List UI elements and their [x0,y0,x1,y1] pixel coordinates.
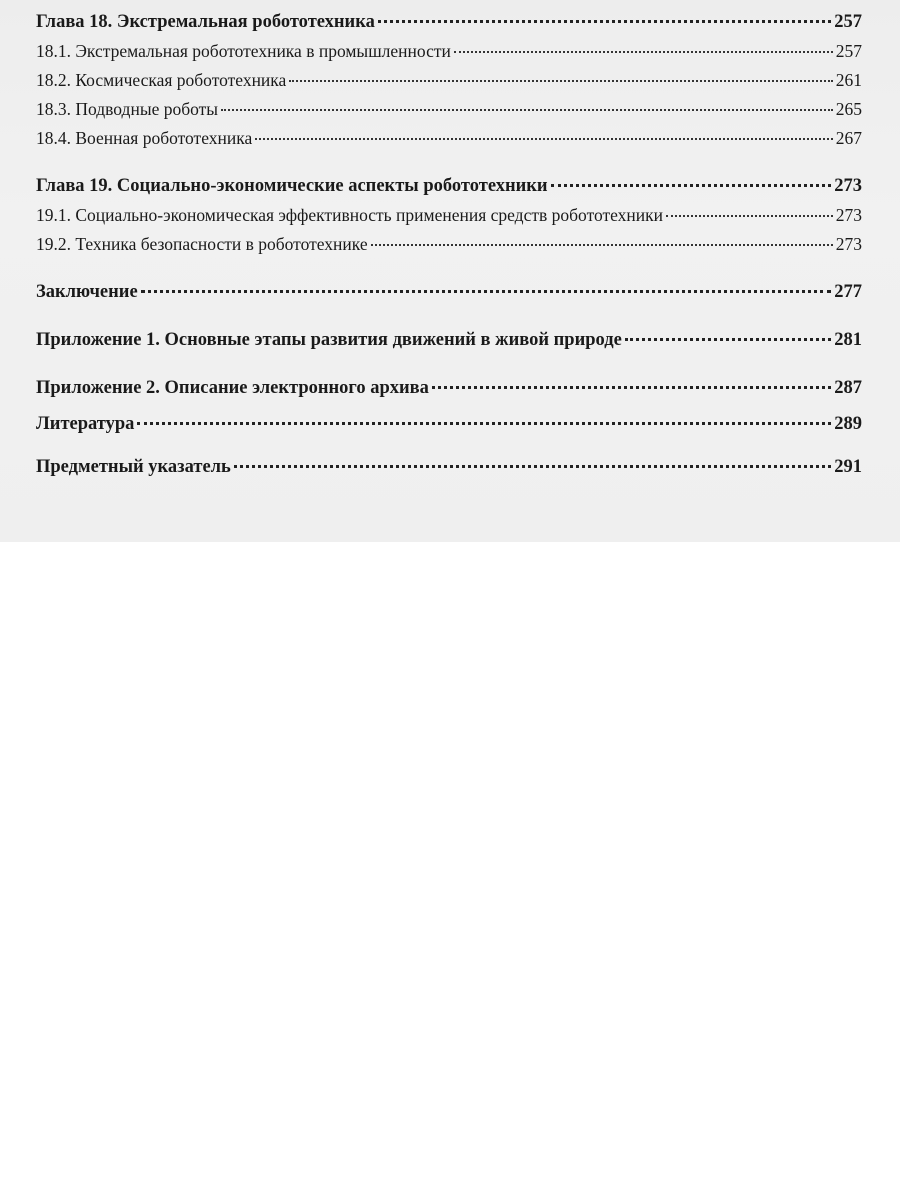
toc-entry-page: 291 [834,457,862,477]
dot-leader [625,338,831,341]
toc-entry-page: 257 [835,41,862,61]
dot-leader [141,290,832,293]
toc-entry-title: Глава 19. Социально-экономические аспекты робототехники [36,176,548,196]
toc-entry-title: Литература [36,414,135,434]
toc-entry-title: 19.1. Социально-экономическая эффективность применения средств робототехники [36,205,664,225]
toc-entry-page: 273 [835,205,862,225]
toc-entry-title: Приложение 2. Описание электронного архива [36,378,429,398]
dot-leader [378,20,831,23]
toc-entry-page: 287 [834,378,862,398]
toc-entry-title: 18.3. Подводные роботы [36,99,219,119]
toc-entry-19-1 [36,205,862,234]
toc-entry-literature [36,414,862,443]
dot-leader [255,138,833,140]
toc-entry-appendix-2 [36,378,862,407]
toc-entry-title: Предметный указатель [36,457,231,477]
dot-leader [221,109,833,111]
toc-entry-appendix-1 [36,330,862,359]
dot-leader [432,386,831,389]
toc-entry-title: 18.1. Экстремальная робототехника в промышленности [36,41,451,61]
toc-entry-19-2 [36,234,862,263]
table-of-contents [36,12,862,486]
toc-entry-title: 19.2. Техника безопасности в робототехнике [36,234,368,254]
toc-entry-18-1 [36,41,862,70]
toc-entry-chapter-18 [36,12,862,41]
toc-entry-title: 18.2. Космическая робототехника [36,70,287,90]
scanned-page [0,0,900,542]
toc-entry-title: 18.4. Военная робототехника [36,128,253,148]
toc-entry-page: 289 [834,414,862,434]
dot-leader [371,244,833,246]
dot-leader [289,80,832,82]
toc-entry-18-2 [36,70,862,99]
dot-leader [454,51,833,53]
toc-entry-page: 267 [835,128,862,148]
toc-entry-page: 281 [834,330,862,350]
toc-entry-title: Глава 18. Экстремальная робототехника [36,12,375,32]
toc-entry-page: 273 [834,176,862,196]
toc-entry-title: Заключение [36,282,138,302]
toc-entry-page: 273 [835,234,862,254]
toc-entry-page: 277 [834,282,862,302]
dot-leader [551,184,832,187]
toc-entry-18-3 [36,99,862,128]
toc-entry-title: Приложение 1. Основные этапы развития движений в живой природе [36,330,622,350]
toc-entry-subject-index [36,457,862,486]
dot-leader [137,422,831,425]
toc-entry-page: 257 [834,12,862,32]
toc-entry-chapter-19 [36,176,862,205]
dot-leader [666,215,833,217]
toc-entry-page: 261 [835,70,862,90]
toc-entry-18-4 [36,128,862,157]
toc-entry-conclusion [36,282,862,311]
toc-entry-page: 265 [835,99,862,119]
dot-leader [234,465,831,468]
